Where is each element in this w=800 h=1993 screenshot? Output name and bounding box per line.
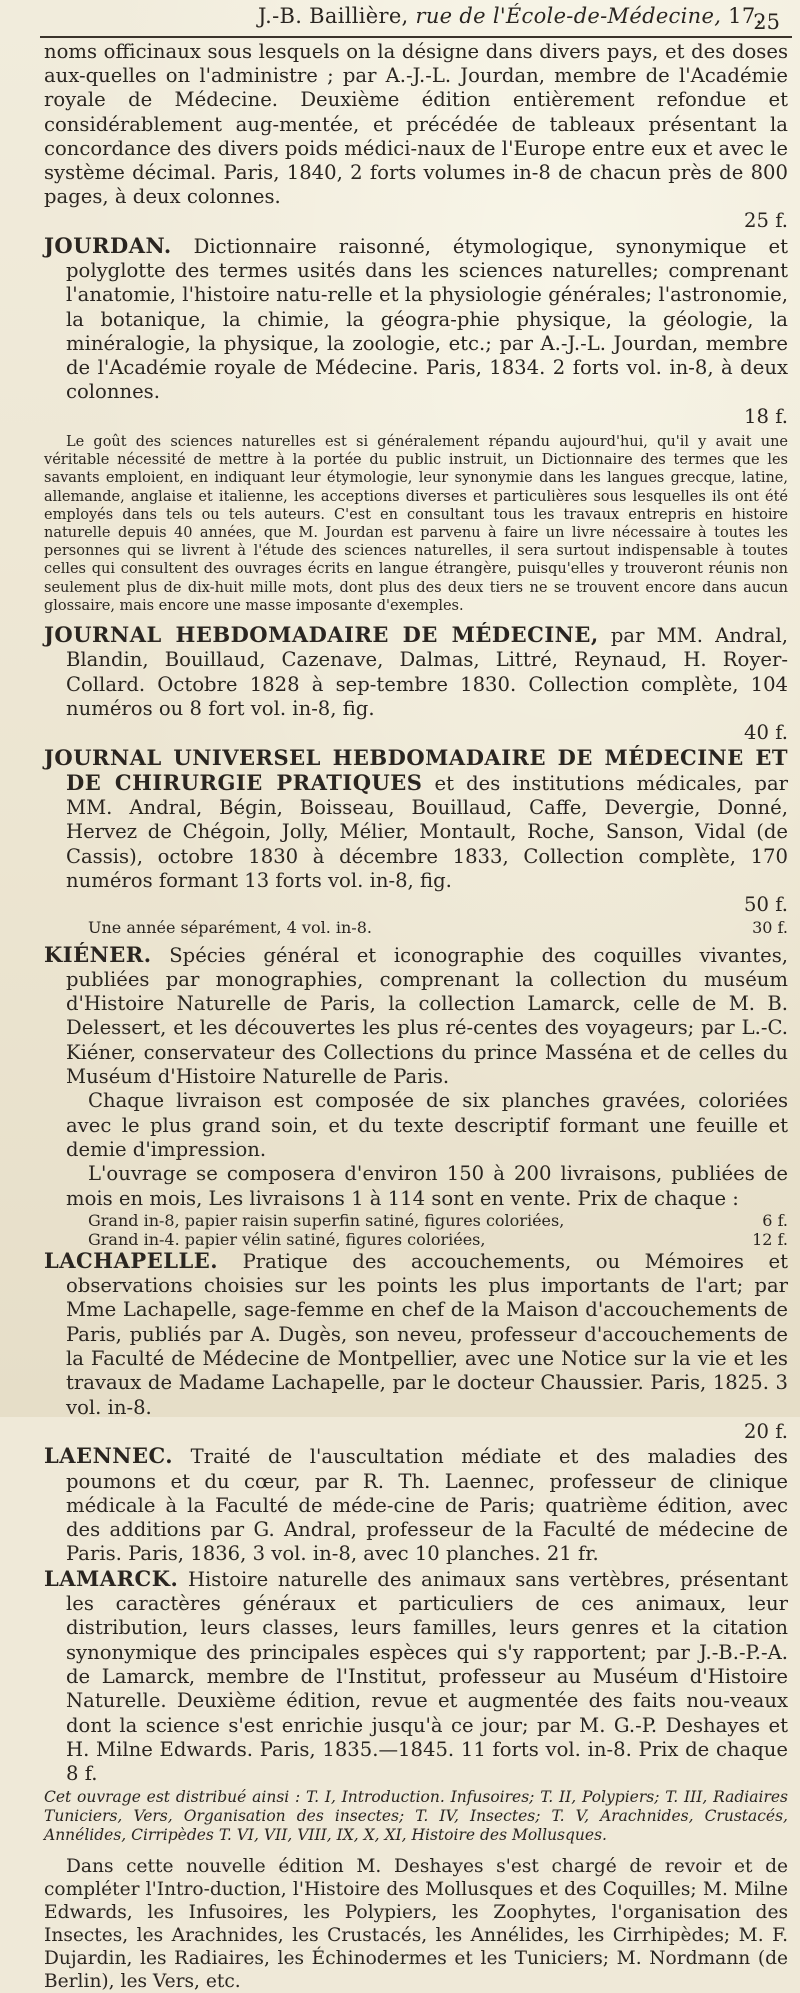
running-head-number: 17. — [728, 4, 763, 28]
entry-author: LAMARCK. — [44, 1565, 179, 1591]
entry-author: LACHAPELLE. — [44, 1247, 219, 1273]
entry-title: JOURNAL UNIVERSEL HEBDOMADAIRE DE MÉDECINE ET DE CHIRURGIE PRATIQUES — [44, 744, 788, 795]
entry-text: Spécies général et iconographie des coquilles vivantes, publiées par monographies, comprenant la collection du muséum d'Histoire Naturelle de Paris, la collection Lamarck, celle de M. B. Delessert, et les découvertes les plus ré-centes des voyageurs; par L.-C. Kiéner, conservateur des Collections du prince Masséna et de celles du Muséum d'Histoire Naturelle de Paris. — [66, 943, 788, 1089]
entry-lachapelle — [44, 1249, 788, 1444]
entry-price: 8 f. — [66, 1762, 98, 1786]
entry-sub-text: Une année séparément, 4 vol. in-8. — [88, 917, 372, 937]
entry-price: 25 f. — [744, 209, 788, 233]
entry-price-line — [44, 1211, 788, 1230]
entry-jourdan-note: Le goût des sciences naturelles est si généralement répandu aujourd'hui, qu'il y avait une véritable nécessité de mettre à la portée du public instruit, un Dictionnaire des termes que les savants emploient, en indiquant leur étymologie, leur synonymie dans les langues grecque, latine, allemande, anglaise et italienne, les acceptions diverses et particulières sous lesquelles ils ont été employés dans tels ou tels auteurs. C'est en consultant tous les travaux entrepris en histoire naturelle depuis 40 années, que M. Jourdan est parvenu à faire un livre nécessaire à toutes les personnes qui se livrent à l'étude des sciences naturelles, il sera surtout indispensable à toutes celles qui consultent des ouvrages écrits en langue étrangère, puisqu'elles y trouveront réunis non seulement plus de dix-huit mille mots, dont plus des deux tiers ne se trouvent encore dans aucun glossaire, mais encore une masse imposante d'exemples. — [44, 434, 788, 614]
entry-text: Histoire naturelle des animaux sans vertèbres, présentant les caractères généraux et particuliers de ces animaux, leur distribution, leurs classes, leurs familles, leurs genres et la citation synonymique des principales espèces qui s'y rapportent; par J.-B.-P.-A. de Lamarck, membre de l'Institut, professeur au Muséum d'Histoire Naturelle. Deuxième édition, revue et augmentée des faits nou-veaux dont la science s'est enrichie jusqu'à ce jour; par M. G.-P. Deshayes et H. Milne Edwards. Paris, 1835.—1845. 11 forts vol. in-8. Prix de chaque — [66, 1567, 788, 1761]
header-rule — [40, 36, 792, 38]
entry-author: JOURDAN. — [44, 232, 172, 258]
entry-author: KIÉNER. — [44, 941, 152, 967]
entry-journal-hebdomadaire — [44, 623, 788, 745]
entry-title: JOURNAL HEBDOMADAIRE DE MÉDECINE, — [44, 622, 599, 648]
entry-lamarck-note: Cet ouvrage est distribué ainsi : T. I, Introduction. Infusoires; T. II, Polypiers; T. III, Radiaires Tuniciers, Vers, Organisation des insectes; T. IV, Insectes; T. V, Arachnides, Crustacés, Annélides, Cirripèdes T. VI, VII, VIII, IX, X, XI, Histoire des Mollusques. — [44, 1788, 788, 1845]
running-head-address: rue de l'École-de-Médecine, — [415, 4, 722, 28]
entry-price: 18 f. — [744, 404, 788, 428]
entry-sub-line — [44, 918, 788, 937]
page-number: 25 — [753, 10, 780, 34]
entry-text: par MM. Andral, Blandin, Bouillaud, Cazenave, Dalmas, Littré, Reynaud, H. Royer-Collard. Octobre 1828 à sep-tembre 1830. Collection complète, 104 numéros ou 8 fort vol. in-8, fig. — [66, 624, 788, 720]
entry-line-text: Grand in-4. papier vélin satiné, figures coloriées, — [88, 1229, 486, 1249]
entry-text: Dictionnaire raisonné, étymologique, synonymique et polyglotte des termes usités dans les sciences naturelles; comprenant l'anatomie, l'histoire natu-relle et la physiologie générales; l'astronomie, la botanique, la chimie, la géogra-phie physique, la géologie, la minéralogie, la physique, la zoologie, etc.; par A.-J.-L. Jourdan, membre de l'Académie royale de Médecine. Paris, 1834. 2 forts vol. in-8, à deux colonnes. — [66, 234, 788, 404]
entry-author: LAENNEC. — [44, 1443, 174, 1469]
entry-price: 50 f. — [744, 893, 788, 917]
entry-sub-price: 30 f. — [752, 917, 788, 937]
entry-lamarck — [44, 1567, 788, 1787]
entry-text: Pratique des accouchements, ou Mémoires et observations choisies sur les points les plus importants de l'art; par Mme Lachapelle, sage-femme en chef de la Maison d'accouchements de Paris, publiés par A. Dugès, son neveu, professeur d'accouchements de la Faculté de Médecine de Montpellier, avec une Notice sur la vie et les travaux de Madame Lachapelle, par le docteur Chaussier. Paris, 1825. 3 vol. in-8. — [66, 1249, 788, 1419]
running-head-publisher: J.-B. Baillière, — [258, 4, 409, 28]
entry-text: et des institutions médicales, par MM. Andral, Bégin, Boisseau, Bouillaud, Caffe, Devergie, Donné, Hervez de Chégoin, Jolly, Mélier, Montault, Roche, Sanson, Vidal (de Cassis), octobre 1830 à décembre 1833, Collection complète, 170 numéros formant 13 forts vol. in-8, fig. — [66, 771, 788, 892]
entry-kiener-para3: L'ouvrage se composera d'environ 150 à 200 livraisons, publiées de mois en mois, Les livraisons 1 à 114 sont en vente. Prix de chaque : — [66, 1162, 788, 1210]
entry-price-line — [44, 1230, 788, 1249]
page-content — [44, 40, 788, 1993]
entry-line-price: 12 f. — [752, 1229, 788, 1249]
entry-intro-continuation — [44, 40, 788, 234]
running-head — [258, 4, 762, 28]
entry-lamarck-closing: Dans cette nouvelle édition M. Deshayes s'est chargé de revoir et de compléter l'Intro-duction, l'Histoire des Mollusques et des Coquilles; M. Milne Edwards, les Infusoires, les Polypiers, les Zoophytes, l'organisation des Insectes, les Arachnides, les Crustacés, les Annélides, les Cirrhipèdes; M. F. Dujardin, les Radiaires, les Échinodermes et les Tuniciers; M. Nordmann (de Berlin), les Vers, etc. — [44, 1856, 788, 1993]
entry-price: 20 f. — [744, 1419, 788, 1443]
entry-text: noms officinaux sous lesquels on la désigne dans divers pays, et des doses aux-quelles on l'administre ; par A.-J.-L. Jourdan, membre de l'Académie royale de Médecine. Deuxième édition entièrement refondue et considérablement aug-mentée, et précédée de tableaux présentant la concordance des divers poids médici-naux de l'Europe entre eux et avec le système décimal. Paris, 1840, 2 forts volumes in-8 de chacun près de 800 pages, à deux colonnes. — [44, 40, 788, 209]
entry-kiener — [44, 943, 788, 1090]
entry-laennec — [44, 1444, 788, 1566]
entry-text: Traité de l'auscultation médiate et des maladies des poumons et du cœur, par R. Th. Laennec, professeur de clinique médicale à la Faculté de méde-cine de Paris; quatrième édition, avec des additions par G. Andral, professeur de la Faculté de médecine de Paris. Paris, 1836, 3 vol. in-8, avec 10 planches. — [66, 1445, 788, 1566]
entry-kiener-para2: Chaque livraison est composée de six planches gravées, coloriées avec le plus grand soin, et du texte descriptif formant une feuille et demie d'impression. — [66, 1089, 788, 1161]
entry-journal-universel — [44, 746, 788, 918]
entry-price: 21 fr. — [546, 1542, 599, 1566]
entry-jourdan — [44, 234, 788, 429]
entry-line-text: Grand in-8, papier raisin superfin satiné, figures coloriées, — [88, 1210, 565, 1230]
entry-line-price: 6 f. — [762, 1210, 788, 1230]
entry-price: 40 f. — [744, 721, 788, 745]
